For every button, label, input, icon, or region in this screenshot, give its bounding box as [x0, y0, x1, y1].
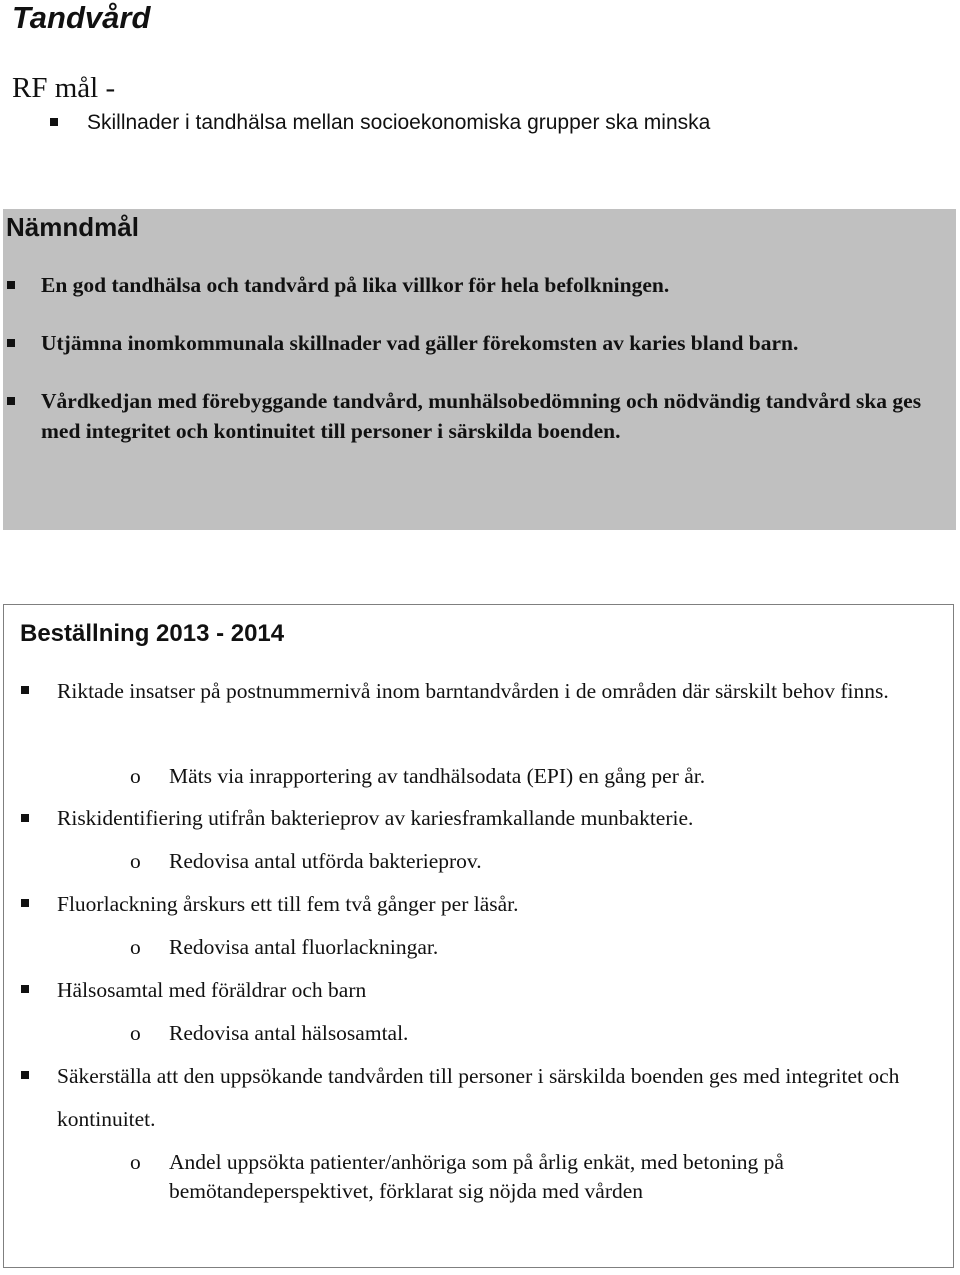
- square-bullet-icon: [7, 397, 15, 405]
- circle-bullet-icon: o: [130, 1150, 141, 1174]
- circle-bullet-icon: o: [130, 849, 141, 873]
- square-bullet-icon: [21, 899, 29, 907]
- rf-heading: RF mål -: [12, 72, 116, 104]
- namndmal-item: Vårdkedjan med förebyggande tandvård, munhälsobedömning och nödvändig tandvård ska ges med integritet och kontinuitet till personer i särskilda boenden.: [41, 389, 922, 443]
- bestallning-subitem: Redovisa antal hälsosamtal.: [169, 1021, 409, 1045]
- square-bullet-icon: [21, 686, 29, 694]
- bestallning-subitem: Andel uppsökta patienter/anhöriga som på årlig enkät, med betoning på bemötandeperspektivet, förklarat sig nöjda med vården: [169, 1150, 784, 1203]
- bestallning-item: Riktade insatser på postnummernivå inom barntandvården i de områden där särskilt behov finns.: [57, 679, 889, 703]
- square-bullet-icon: [21, 985, 29, 993]
- bestallning-item: Säkerställa att den uppsökande tandvården till personer i särskilda boenden ges med integritet och kontinuitet.: [57, 1064, 900, 1131]
- bestallning-item: Fluorlackning årskurs ett till fem två gånger per läsår.: [57, 892, 519, 916]
- square-bullet-icon: [50, 118, 58, 126]
- square-bullet-icon: [7, 281, 15, 289]
- bestallning-item: Riskidentifiering utifrån bakterieprov av kariesframkallande munbakterie.: [57, 806, 694, 830]
- square-bullet-icon: [7, 339, 15, 347]
- circle-bullet-icon: o: [130, 764, 141, 788]
- square-bullet-icon: [21, 814, 29, 822]
- bestallning-subitem: Mäts via inrapportering av tandhälsodata (EPI) en gång per år.: [169, 764, 706, 788]
- bestallning-subitem: Redovisa antal fluorlackningar.: [169, 935, 439, 959]
- square-bullet-icon: [21, 1071, 29, 1079]
- circle-bullet-icon: o: [130, 935, 141, 959]
- rf-item: Skillnader i tandhälsa mellan socioekonomiska grupper ska minska: [87, 111, 711, 134]
- namndmal-item: En god tandhälsa och tandvård på lika villkor för hela befolkningen.: [41, 273, 670, 297]
- bestallning-item: Hälsosamtal med föräldrar och barn: [57, 978, 367, 1002]
- page-title: Tandvård: [12, 0, 151, 35]
- namndmal-item: Utjämna inomkommunala skillnader vad gäller förekomsten av karies bland barn.: [41, 331, 799, 355]
- bestallning-subitem: Redovisa antal utförda bakterieprov.: [169, 849, 482, 873]
- namndmal-heading: Nämndmål: [6, 212, 139, 242]
- circle-bullet-icon: o: [130, 1021, 141, 1045]
- namndmal-section: [3, 209, 956, 530]
- bestallning-heading: Beställning 2013 - 2014: [20, 620, 285, 647]
